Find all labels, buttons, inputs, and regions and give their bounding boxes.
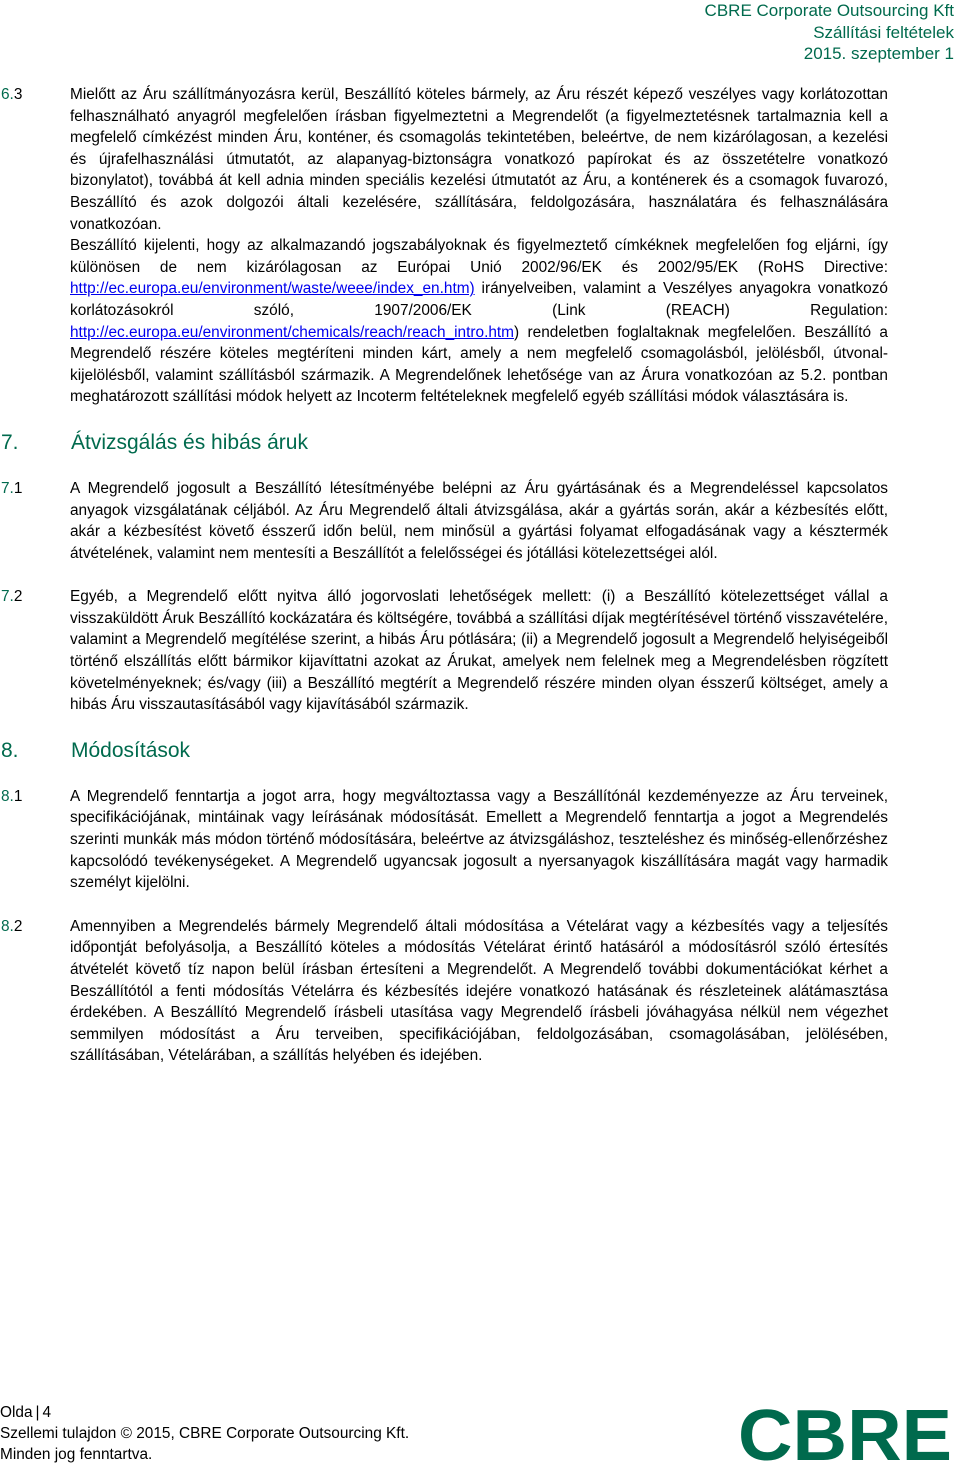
clause-number: 8.2 bbox=[1, 917, 23, 935]
clause-text: Egyéb, a Megrendelő előtt nyitva álló jogorvoslati lehetőségek mellett: (i) a Beszállító kötelezettséget vállal a visszaküldött Áruk Beszállító kockázatára és költségére, továbbá a szállítási díjak megtérítésével történő visszavételére, valamint a Megrendelő megítélése szerint, a hibás Áru pótlására; (ii) a Megrendelő jogosult a Megrendelő helyiségeiből történő elszállítás előtt bármikor kijavíttatni azokat az Árukat, amelyek nem felelnek meg a Megrendelésben rögzített követelményeknek; és/vagy (iii) a Beszállító megtérít a Megrendelő részére minden olyan ésszerű költséget, amely a hibás Áru visszautasításából vagy kijavításából származik. bbox=[70, 588, 888, 714]
header-company: CBRE Corporate Outsourcing Kft bbox=[704, 1, 954, 20]
header-date: 2015. szeptember 1 bbox=[803, 44, 954, 63]
document-body bbox=[0, 84, 888, 1089]
section-number: 7. bbox=[1, 430, 19, 454]
page-indicator: Olda | 4 bbox=[0, 1404, 52, 1421]
page-number: 4 bbox=[42, 1404, 52, 1421]
clause-number: 7.1 bbox=[1, 479, 23, 497]
page-footer bbox=[0, 1402, 409, 1465]
rights-notice: Minden jog fenntartva. bbox=[0, 1446, 153, 1463]
clause-number: 6.3 bbox=[1, 86, 23, 103]
section-title: Átvizsgálás és hibás áruk bbox=[71, 430, 308, 454]
logo-text: CBRE bbox=[738, 1406, 952, 1464]
clause-text: A Megrendelő fenntartja a jogot arra, hogy megváltoztassa vagy a Beszállítónál kezdeményezze az Áru terveinek, specifikációjának, mintáinak vagy leírásának módosítását. Emellett a Megrendelő fenntartja a jogot a Megrendelés szerinti munkák más módon történő módosítására, beleértve az átvizsgáláshoz, teszteléshez és minőség-ellenőrzéshez kapcsolódó tevékenységeket. A Megrendelő ugyancsak jogosult a nyersanyagok kiszállítására magát vagy harmadik személyt kijelölni. bbox=[70, 787, 888, 892]
reach-regulation-link[interactable]: http://ec.europa.eu/environment/chemicals/reach/reach_intro.htm bbox=[70, 323, 514, 341]
section-heading-8 bbox=[0, 738, 888, 764]
section-title: Módosítások bbox=[71, 738, 191, 762]
clause-number: 7.2 bbox=[1, 588, 23, 606]
clause-6-3-paragraph-2: Beszállító kijelenti, hogy az alkalmazandó jogszabályoknak és figyelmeztető címkéknek megfelelően fog eljárni, így különösen de nem kizárólagosan az Európai Unió 2002/96/EK és 2002/95/EK (RoHS Directive: http://ec.europa.eu/environment/waste/weee/index_en.htm) irányelveiben, valamint a Veszélyes anyagokra vonatkozó korlátozásokról szóló, 1907/2006/EK (Link (REACH) Regulation: http://ec.europa.eu/environment/chemicals/reach/reach_intro.htm) rendeletben foglaltaknak megfelelően. Beszállító a Megrendelő részére köteles megtéríteni minden kárt, amely a nem megfelelő csomagolásból, jelölésből, útvonal-kijelölésből, valamint szállításból származik. A Megrendelőnek lehetősége van az Árura vonatkozóan az 5.2. pontban meghatározott szállítási módok helyett az Incoterm feltételeknek megfelelő egyéb szállítási módok választására is. bbox=[70, 237, 888, 406]
clause-7-1 bbox=[0, 478, 888, 564]
clause-text: A Megrendelő jogosult a Beszállító létesítményébe belépni az Áru gyártásának és a Megrendeléssel kapcsolatos anyagok vizsgálatának céljából. Az Áru Megrendelő általi átvizsgálása, akár a gyártás során, akár a kézbesítés előtt, akár a kézbesítést követő ésszerű időn belül, nem minősül a gyártási folyamat elfogadásának vagy a késztermék átvételének, valamint nem mentesíti a Beszállítót a felelősségei és jótállási kötelezettségei alól. bbox=[70, 479, 888, 562]
section-number: 8. bbox=[1, 738, 19, 762]
page-header bbox=[705, 0, 954, 65]
copyright-notice: Szellemi tulajdon © 2015, CBRE Corporate Outsourcing Kft. bbox=[0, 1425, 410, 1442]
clause-8-1 bbox=[0, 786, 888, 894]
clause-number: 8.1 bbox=[1, 787, 23, 805]
weee-directive-link[interactable]: http://ec.europa.eu/environment/waste/weee/index_en.htm) bbox=[70, 280, 475, 298]
clause-6-3 bbox=[0, 84, 888, 408]
header-subtitle: Szállítási feltételek bbox=[813, 22, 954, 42]
clause-8-2 bbox=[0, 916, 888, 1067]
clause-text bbox=[70, 84, 888, 408]
clause-7-2 bbox=[0, 586, 888, 716]
clause-6-3-paragraph-1: Mielőtt az Áru szállítmányozásra kerül, Beszállító köteles bármely, az Áru részét képező veszélyes vagy korlátozottan felhasználható anyagról megfelelően írásban figyelmeztetni a Megrendelőt (a figyelmeztetésnek tartalmaznia kell a megfelelő címkézést minden Áru, konténer, és csomagolás tekintetében, beleértve, de nem kizárólagosan, a kezelési és újrafelhasználási útmutatót, az alapanyag-biztonságra vonatkozó papírokat és az összetételre vonatkozó bizonylatot), továbbá át kell adnia minden speciális kezelési útmutatót az Áru, a konténerek és a csomagok fuvarozó, Beszállító és azok dolgozói általi kezelésére, szállítására, feldolgozására, használatára és felhasználására vonatkozóan. bbox=[70, 86, 888, 233]
page-label: Olda bbox=[0, 1404, 33, 1421]
clause-text: Amennyiben a Megrendelés bármely Megrendelő általi módosítása a Vételárat vagy a kézbesítés vagy a teljesítés időpontját befolyásolja, a Beszállító köteles a módosítás Vételárat érintő hatásáról a módosításról szóló értesítés átvételét követő tíz napon belül írásban értesíteni a Megrendelőt. A Megrendelő további dokumentációkat kérhet a Beszállítótól a fenti módosítás Vételárra és kézbesítés idejére vonatkozó hatásának és részleteinek alátámasztása érdekében. A Beszállító Megrendelő írásbeli utasítása vagy Megrendelő írásbeli jóváhagyása nélkül nem végezhet semmilyen módosítást a Áru terveiben, specifikációjában, feldolgozásában, csomagolásában, jelölésében, szállításában, Vételárában, a szállítás helyében és idejében. bbox=[70, 917, 888, 1065]
section-heading-7 bbox=[0, 430, 888, 456]
cbre-logo bbox=[736, 1406, 954, 1464]
